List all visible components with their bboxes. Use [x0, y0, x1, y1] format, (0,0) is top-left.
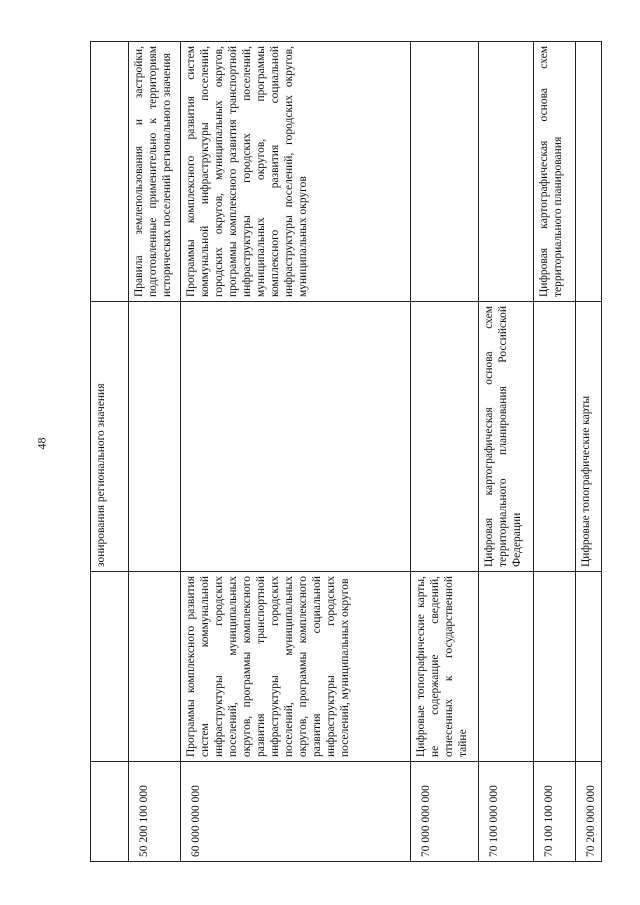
table-row — [576, 42, 602, 862]
code-cell: 70 200 000 000 — [576, 762, 602, 862]
level4-cell — [91, 42, 129, 302]
table-row — [479, 42, 534, 862]
page-number: 48 — [34, 437, 49, 450]
level2-cell — [576, 572, 602, 762]
level2-cell — [534, 572, 576, 762]
code-cell: 50 200 100 000 — [129, 762, 181, 862]
level4-cell: Цифровая картографическая основа схем территориального планирования — [534, 42, 576, 302]
table-row — [129, 42, 181, 862]
level3-cell — [534, 302, 576, 572]
level3-cell: Цифровая картографическая основа схем территориального планирования Российской Федерации — [479, 302, 534, 572]
table-row — [411, 42, 479, 862]
level3-cell — [181, 302, 411, 572]
code-cell — [91, 762, 129, 862]
code-cell: 70 000 000 000 — [411, 762, 479, 862]
level3-cell: Цифровые топографические карты — [576, 302, 602, 572]
level2-cell: Программы комплексного развития систем коммунальной инфраструктуры городских поселений, муниципальных округов, программы комплексного развития транспортной инфраструктуры городских поселений, муниципальных округов, программы комплексного развития социальной инфраструктуры городских поселений, муниципальных округов — [181, 572, 411, 762]
rotated-table-sheet — [90, 42, 597, 862]
table-row — [534, 42, 576, 862]
table-row — [91, 42, 129, 862]
level4-cell — [479, 42, 534, 302]
level2-cell: Цифровые топографические карты, не содержащие сведений, отнесенных к государственной тайне — [411, 572, 479, 762]
level3-cell: зонирования регионального значения — [91, 302, 129, 572]
classification-table — [90, 41, 602, 862]
code-cell: 70 100 000 000 — [479, 762, 534, 862]
level3-cell — [411, 302, 479, 572]
level4-cell — [576, 42, 602, 302]
level2-cell — [91, 572, 129, 762]
level3-cell — [129, 302, 181, 572]
level4-cell: Программы комплексного развития систем коммунальной инфраструктуры поселений, городских округов, муниципальных округов, программы комплексного развития транспортной инфраструктуры городских поселений, муниципальных округов, программы комплексного развития социальной инфраструктуры поселений, городских округов, муниципальных округов — [181, 42, 411, 302]
level2-cell — [129, 572, 181, 762]
level4-cell: Правила землепользования и застройки, подготовленные применительно к территориям исторических поселений регионального значения — [129, 42, 181, 302]
table-row — [181, 42, 411, 862]
level4-cell — [411, 42, 479, 302]
level2-cell — [479, 572, 534, 762]
code-cell: 60 000 000 000 — [181, 762, 411, 862]
code-cell: 70 100 100 000 — [534, 762, 576, 862]
